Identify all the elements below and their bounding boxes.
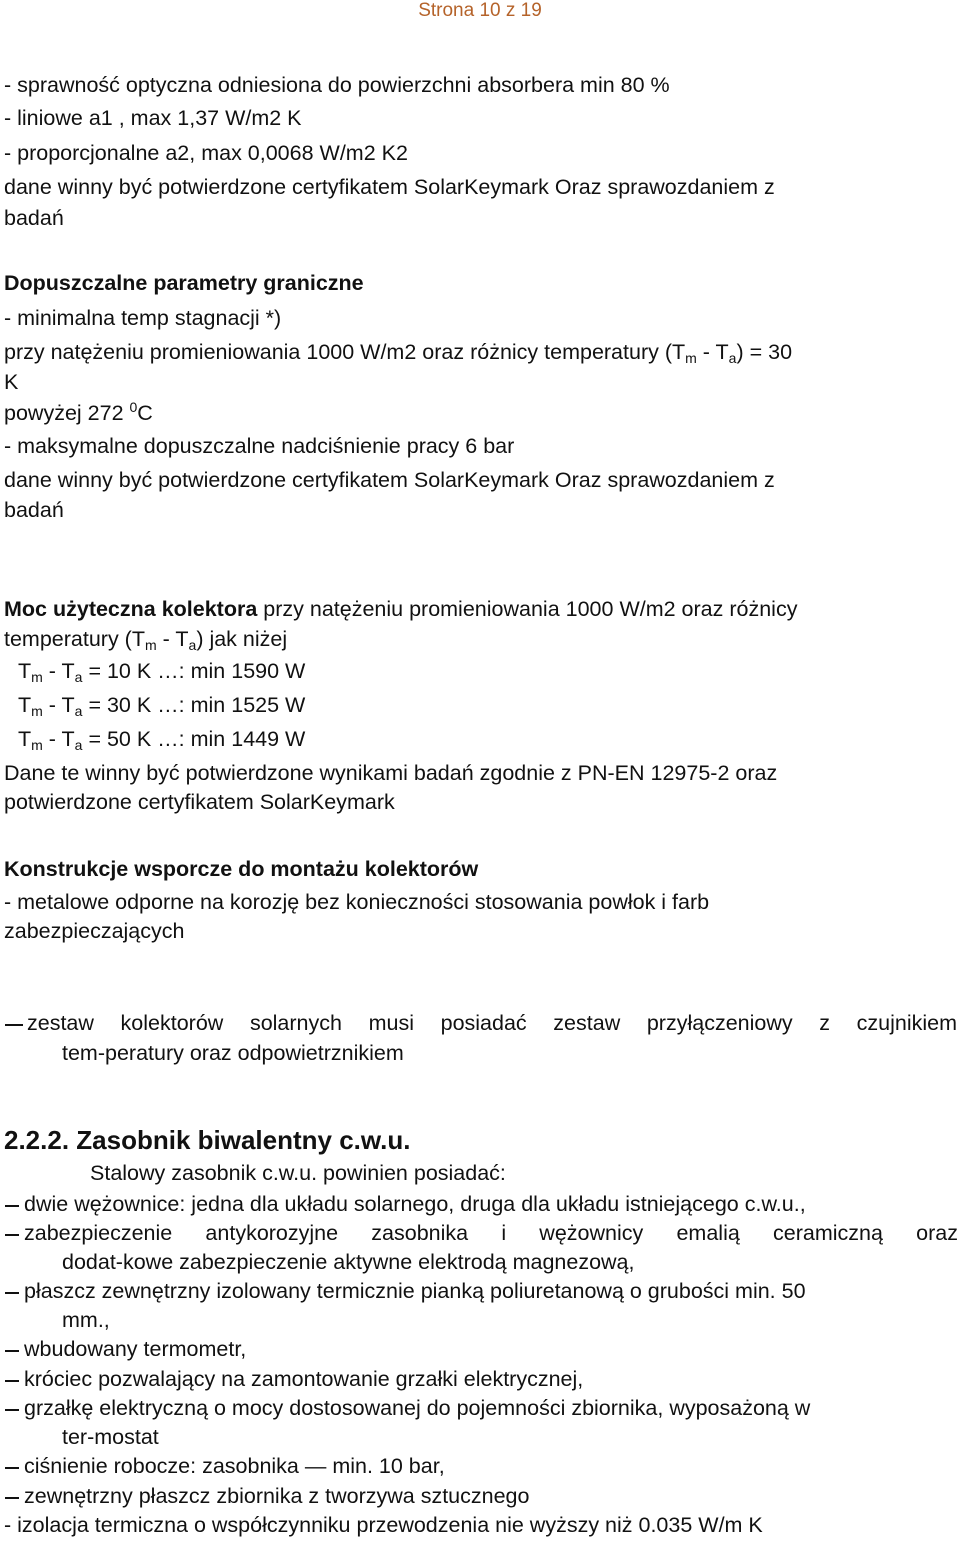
bullet-dash — [5, 1467, 19, 1469]
bullet-dash — [5, 1205, 19, 1207]
absorber-line-1: - sprawność optyczna odniesiona do powierzchni absorbera min 80 % — [4, 73, 670, 97]
tank-item: wbudowany termometr, — [24, 1337, 247, 1361]
bullet-dash — [5, 1024, 23, 1026]
tank-item: króciec pozwalający na zamontowanie grzałki elektrycznej, — [24, 1367, 584, 1391]
limits-line-7: badań — [4, 498, 64, 522]
tank-heading: 2.2.2. Zasobnik biwalentny c.w.u. — [4, 1125, 411, 1155]
limits-line-3: K — [4, 370, 19, 394]
power-line-1: Moc użyteczna kolektora przy natężeniu promieniowania 1000 W/m2 oraz różnicy — [4, 597, 798, 621]
limits-line-2: przy natężeniu promieniowania 1000 W/m2 oraz różnicy temperatury $(T_m - T_a) = 30$ — [4, 340, 793, 366]
bullet-dash — [5, 1234, 19, 1236]
tank-item: płaszcz zewnętrzny izolowany termicznie pianką poliuretanową o grubości min. 50 — [24, 1279, 806, 1303]
power-row: $T_m - T_a = 50$ K …: min 1449 W — [18, 727, 306, 753]
tank-item: dwie wężownice: jedna dla układu solarnego, druga dla układu istniejącego c.w.u., — [24, 1192, 806, 1216]
power-line-6: Dane te winny być potwierdzone wynikami badań zgodnie z PN-EN 12975-2 oraz — [4, 761, 778, 785]
tank-last-line: - izolacja termiczna o współczynniku przewodzenia nie wyższy niż 0.035 W/m K — [4, 1513, 763, 1537]
tank-item-cont: dodat-kowe zabezpieczenie aktywne elektrodą magnezową, — [62, 1250, 635, 1274]
tank-item-cont: mm., — [62, 1308, 110, 1332]
mount-line-2: zabezpieczających — [4, 919, 185, 943]
mount-line-1: - metalowe odporne na korozję bez konieczności stosowania powłok i farb — [4, 890, 710, 914]
tank-intro: Stalowy zasobnik c.w.u. powinien posiadać: — [90, 1161, 506, 1185]
absorber-line-3: - proporcjonalne a2, max 0,0068 W/m2 K2 — [4, 141, 408, 165]
mount-bullet-cont: tem-peratury oraz odpowietrznikiem — [62, 1041, 404, 1065]
absorber-line-4: dane winny być potwierdzone certyfikatem SolarKeymark Oraz sprawozdaniem z — [4, 175, 775, 199]
tank-item: ciśnienie robocze: zasobnika — min. 10 bar, — [24, 1454, 445, 1478]
limits-line-6: dane winny być potwierdzone certyfikatem SolarKeymark Oraz sprawozdaniem z — [4, 468, 775, 492]
tank-item-cont: ter-mostat — [62, 1425, 159, 1449]
tank-item: grzałkę elektryczną o mocy dostosowanej do pojemności zbiornika, wyposażoną w — [24, 1396, 811, 1420]
bullet-dash — [5, 1380, 19, 1382]
bullet-dash — [5, 1497, 19, 1499]
limits-line-1: - minimalna temp stagnacji *) — [4, 306, 282, 330]
absorber-line-2: - liniowe a1 , max 1,37 W/m2 K — [4, 106, 302, 130]
absorber-line-5: badań — [4, 206, 64, 230]
bullet-dash — [5, 1409, 19, 1411]
tank-item: zabezpieczenie antykorozyjne zasobnika i wężownicy emalią ceramiczną oraz — [24, 1221, 958, 1245]
power-row: $T_m - T_a = 30$ K …: min 1525 W — [18, 693, 306, 719]
bullet-dash — [5, 1292, 19, 1294]
limits-heading: Dopuszczalne parametry graniczne — [4, 271, 364, 295]
power-line-2: temperatury $(T_m - T_a)$ jak niżej — [4, 627, 288, 653]
limits-line-4: powyżej 272 $^0$C — [4, 399, 153, 425]
power-row: $T_m - T_a = 10$ K …: min 1590 W — [18, 659, 306, 685]
tank-item: zewnętrzny płaszcz zbiornika z tworzywa sztucznego — [24, 1484, 530, 1508]
limits-line-5: - maksymalne dopuszczalne nadciśnienie pracy 6 bar — [4, 434, 515, 458]
page-number: Strona 10 z 19 — [418, 0, 542, 21]
power-line-7: potwierdzone certyfikatem SolarKeymark — [4, 790, 395, 814]
mount-bullet: zestaw kolektorów solarnych musi posiadać zestaw przyłączeniowy z czujnikiem — [27, 1011, 957, 1035]
bullet-dash — [5, 1350, 19, 1352]
mount-heading: Konstrukcje wsporcze do montażu kolektorów — [4, 857, 479, 881]
